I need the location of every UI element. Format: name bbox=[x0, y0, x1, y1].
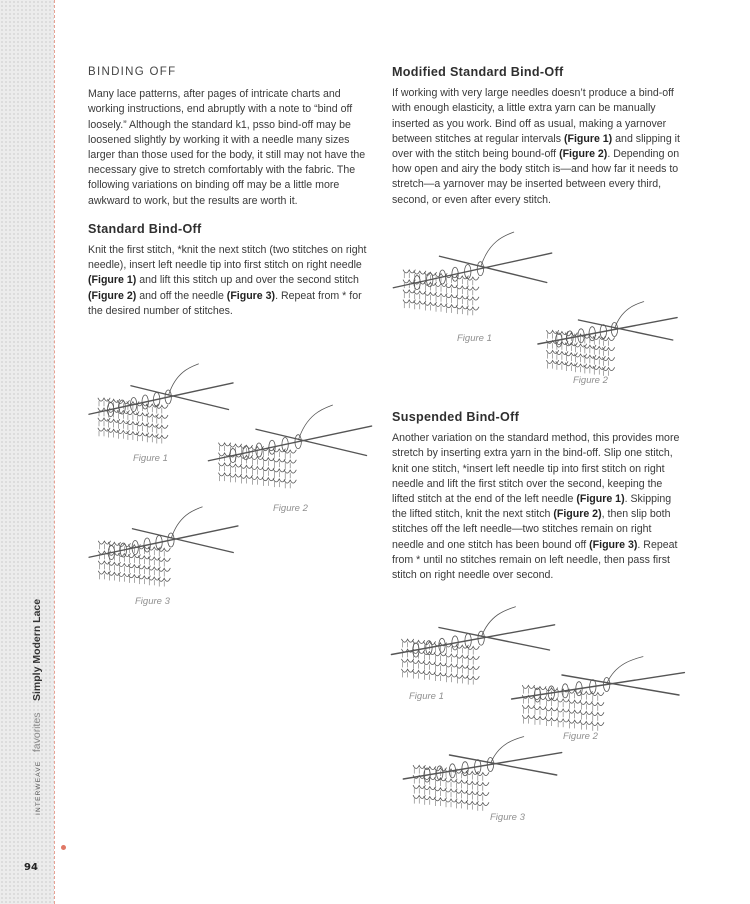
page-number: 94 bbox=[24, 862, 38, 873]
spine-running-title bbox=[0, 0, 70, 904]
figure-caption: Figure 3 bbox=[490, 812, 525, 823]
right-column bbox=[392, 65, 682, 208]
spine-series: favorites bbox=[31, 712, 43, 753]
svg-text:INTERWEAVE favorites S bbox=[27, 599, 44, 815]
modified-bindoff-paragraph: If working with very large needles doesn’t produce a bind-off with enough elasticity, a little extra yarn can be manually inserted as you work. Bind off as usual, making a yarnover between stitches at regular intervals (Figure 1) and slipping it over with the stitch being bound-off (Figure 2). Depending on how open and airy the body stitch is—and how far it needs to stretch—a yarnover may be inserted between every third, second, or even after every stitch. bbox=[392, 87, 680, 206]
standard-bindoff-paragraph: Knit the first stitch, *knit the next stitch (two stitches on right needle), insert left needle tip into first stitch on right needle (Figure 1) and lift this stitch up and over the second stitch (Figure 2) and off the needle (Figure 3). Repeat from * for the desired number of stitches. bbox=[88, 244, 367, 317]
figure-ref: (Figure 1) bbox=[576, 493, 625, 506]
spine-brand: INTERWEAVE bbox=[35, 760, 42, 815]
left-column bbox=[88, 65, 378, 319]
figure-caption: Figure 1 bbox=[457, 333, 492, 344]
suspended-bindoff-heading: Suspended Bind-Off bbox=[392, 410, 520, 424]
binding-off-heading: BINDING OFF bbox=[88, 66, 177, 78]
figure-ref: (Figure 2) bbox=[553, 508, 602, 521]
binding-off-paragraph: Many lace patterns, after pages of intricate charts and working instructions, end abruptly with a note to “bind off loosely.” Although the standard k1, psso bind-off may be loosened slightly by working it with a needle many sizes larger than those used for the body, it still may not have the necessary give to stretch comfortably with the fabric. The following variations on binding off may be a little more awkward to work, but the results are worth it. bbox=[88, 88, 366, 207]
figure-caption: Figure 3 bbox=[135, 596, 170, 607]
suspended-bindoff-paragraph: Another variation on the standard method, this provides more stretch by inserting extra yarn in the bind-off. Slip one stitch, knit one stitch, *insert left needle tip into first stitch on right needle and lift the first stitch over the second, keeping the lifted stitch at the end of the left needle (Figure 1). Skipping the lifted stitch, knit the next stitch (Figure 2), then slip both stitches off the left needle—two stitches remain on right needle and one stitch has been bound off (Figure 3). Repeat from * until no stitches remain on left needle, then pass first stitch on right needle over second. bbox=[392, 432, 680, 582]
figure-ref: (Figure 1) bbox=[88, 274, 137, 287]
figure-caption: Figure 2 bbox=[273, 503, 308, 514]
figure-ref: (Figure 2) bbox=[88, 289, 137, 302]
figure-ref: (Figure 3) bbox=[226, 289, 276, 302]
figure-caption: Figure 1 bbox=[409, 691, 444, 702]
knitting-illustration bbox=[508, 655, 688, 735]
spine-title: Simply Modern Lace bbox=[31, 598, 43, 702]
figure-caption: Figure 2 bbox=[573, 375, 608, 386]
figure-ref: (Figure 2) bbox=[559, 148, 608, 161]
knitting-illustration bbox=[86, 505, 241, 600]
figure-ref: (Figure 1) bbox=[563, 132, 613, 145]
figure-ref: (Figure 3) bbox=[589, 538, 638, 551]
right-column-lower bbox=[392, 410, 682, 583]
knitting-illustration bbox=[535, 300, 680, 380]
knitting-illustration bbox=[390, 230, 555, 335]
figure-caption: Figure 2 bbox=[563, 731, 598, 742]
standard-bindoff-heading: Standard Bind-Off bbox=[88, 221, 202, 236]
modified-bindoff-heading: Modified Standard Bind-Off bbox=[392, 65, 564, 79]
figure-caption: Figure 1 bbox=[133, 453, 168, 464]
knitting-illustration bbox=[205, 403, 375, 508]
knitting-illustration bbox=[400, 735, 565, 815]
